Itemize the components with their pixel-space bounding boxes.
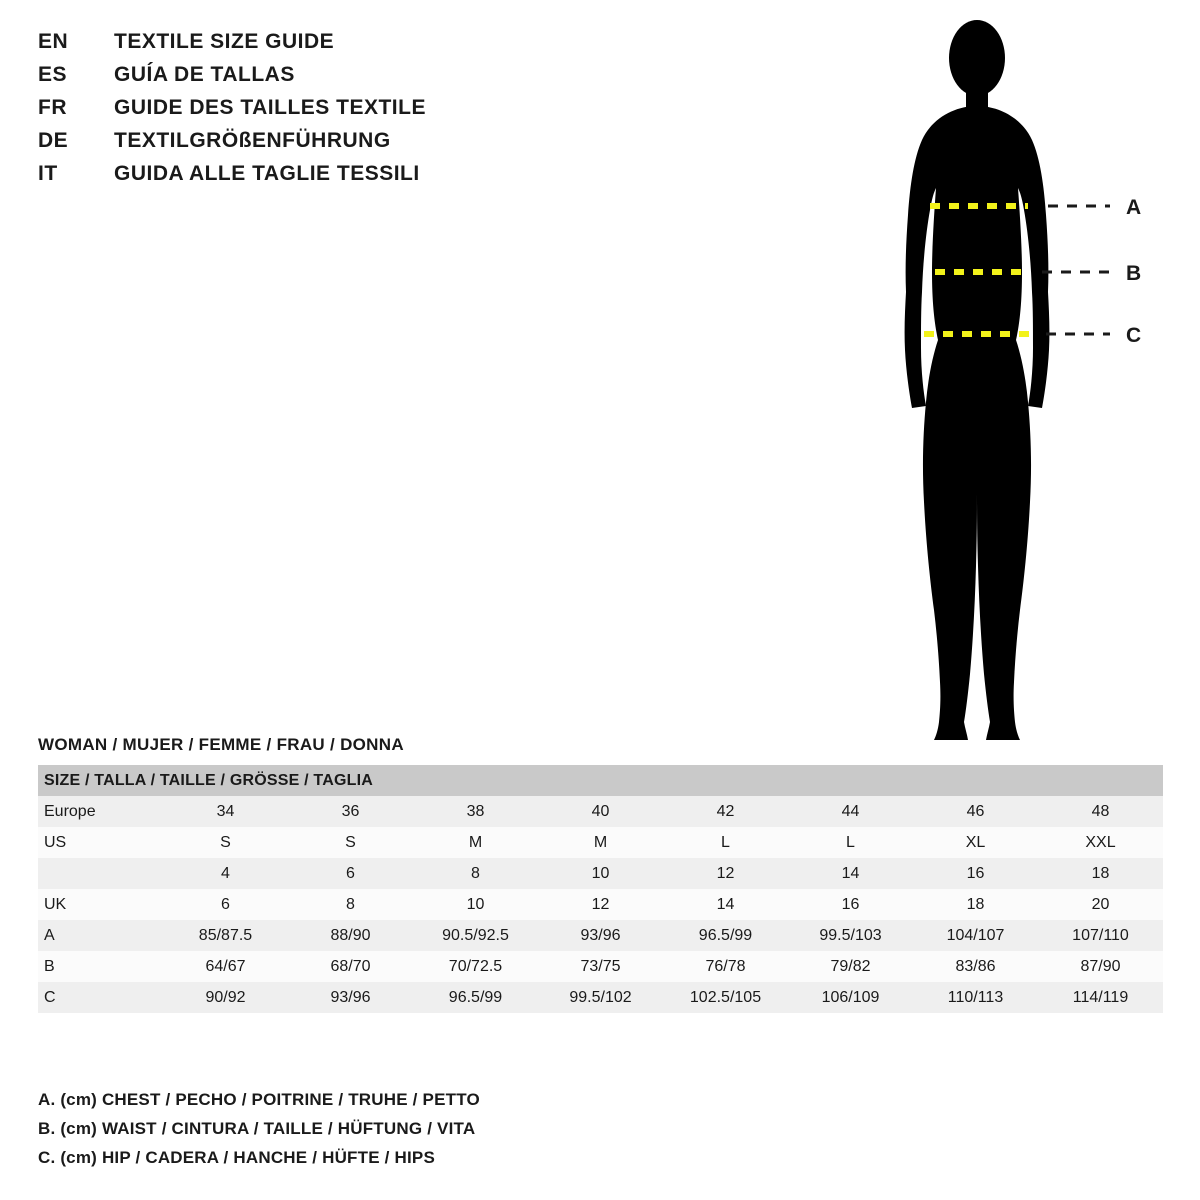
table-cell: 76/78: [705, 957, 746, 975]
table-cell: 83/86: [955, 957, 996, 975]
row-label: B: [44, 957, 55, 975]
table-cell: 99.5/103: [819, 926, 882, 944]
table-header-row: [38, 765, 1163, 796]
row-label: C: [44, 988, 56, 1006]
table-cell: 18: [966, 895, 985, 913]
table-row: [38, 858, 1163, 889]
table-cell: 34: [216, 802, 235, 820]
table-cell: 14: [716, 895, 735, 913]
legend-line-b: B. (cm) WAIST / CINTURA / TAILLE / HÜFTUNG / VITA: [38, 1119, 476, 1138]
table-cell: 18: [1091, 864, 1110, 882]
table-cell: S: [220, 833, 231, 851]
table-cell: 48: [1091, 802, 1110, 820]
title-lang-de: DE: [38, 129, 69, 152]
title-lang-fr: FR: [38, 96, 67, 119]
table-cell: 70/72.5: [448, 957, 503, 975]
title-row-fr: [38, 96, 678, 129]
table-cell: 85/87.5: [198, 926, 253, 944]
table-cell: 12: [591, 895, 610, 913]
table-cell: 46: [966, 802, 985, 820]
table-header-cell: SIZE / TALLA / TAILLE / GRÖSSE / TAGLIA: [38, 765, 1163, 796]
table-cell: 12: [716, 864, 735, 882]
title-row-it: [38, 162, 678, 195]
table-cell: 44: [841, 802, 860, 820]
table-row: [38, 796, 1163, 827]
table-cell: 10: [591, 864, 610, 882]
title-lang-en: EN: [38, 30, 69, 53]
title-text-fr: GUIDE DES TAILLES TEXTILE: [114, 96, 426, 119]
size-table-section: [38, 735, 1163, 1013]
table-cell: 90/92: [205, 988, 246, 1006]
table-row: [38, 951, 1163, 982]
table-cell: 90.5/92.5: [442, 926, 509, 944]
table-row: [38, 920, 1163, 951]
measure-label-c: C: [1126, 324, 1142, 347]
table-cell: 68/70: [330, 957, 371, 975]
title-row-es: [38, 63, 678, 96]
row-label: US: [44, 833, 67, 851]
table-cell: M: [468, 833, 483, 851]
legend-line-c: C. (cm) HIP / CADERA / HANCHE / HÜFTE / HIPS: [38, 1148, 436, 1167]
table-cell: XL: [965, 833, 986, 851]
legend-line-a: A. (cm) CHEST / PECHO / POITRINE / TRUHE / PETTO: [38, 1090, 480, 1109]
title-text-de: TEXTILGRÖßENFÜHRUNG: [114, 129, 391, 152]
title-lang-it: IT: [38, 162, 58, 185]
title-text-es: GUÍA DE TALLAS: [114, 63, 295, 86]
table-cell: M: [593, 833, 608, 851]
table-cell: 4: [221, 864, 230, 882]
table-cell: 16: [966, 864, 985, 882]
table-cell: 36: [341, 802, 360, 820]
table-cell: 10: [466, 895, 485, 913]
measurement-legend: [38, 1090, 738, 1177]
table-cell: 20: [1091, 895, 1110, 913]
table-cell: 107/110: [1072, 926, 1129, 944]
table-cell: 102.5/105: [689, 988, 762, 1006]
title-text-it: GUIDA ALLE TAGLIE TESSILI: [114, 162, 420, 185]
size-table: [38, 765, 1163, 1013]
woman-silhouette-icon: [860, 10, 1190, 750]
table-row: [38, 982, 1163, 1013]
row-label: UK: [44, 895, 67, 913]
title-lang-es: ES: [38, 63, 68, 86]
table-cell: 106/109: [821, 988, 880, 1006]
table-cell: 38: [466, 802, 485, 820]
measure-label-a: A: [1126, 196, 1142, 219]
table-cell: 96.5/99: [448, 988, 503, 1006]
size-guide-figure: [860, 10, 1190, 750]
table-cell: L: [846, 833, 855, 851]
title-row-en: [38, 30, 678, 63]
title-row-de: [38, 129, 678, 162]
table-cell: 42: [716, 802, 735, 820]
table-cell: 8: [346, 895, 355, 913]
table-cell: 87/90: [1080, 957, 1121, 975]
table-cell: 93/96: [330, 988, 371, 1006]
table-cell: L: [721, 833, 730, 851]
table-cell: 88/90: [330, 926, 371, 944]
table-row: [38, 827, 1163, 858]
row-label: Europe: [44, 802, 96, 820]
table-cell: 73/75: [580, 957, 621, 975]
table-cell: 14: [841, 864, 860, 882]
table-cell: 6: [346, 864, 355, 882]
table-cell: 93/96: [580, 926, 621, 944]
table-cell: 64/67: [205, 957, 246, 975]
row-label: A: [44, 926, 55, 944]
table-row: [38, 889, 1163, 920]
row-label: [38, 858, 163, 889]
title-block: [38, 30, 678, 195]
table-cell: 99.5/102: [569, 988, 632, 1006]
table-cell: 8: [471, 864, 480, 882]
gender-label: WOMAN / MUJER / FEMME / FRAU / DONNA: [38, 735, 404, 754]
table-cell: 96.5/99: [698, 926, 753, 944]
table-cell: S: [345, 833, 356, 851]
table-cell: 114/119: [1072, 988, 1129, 1006]
table-cell: 104/107: [946, 926, 1005, 944]
table-cell: XXL: [1085, 833, 1116, 851]
table-cell: 6: [221, 895, 230, 913]
table-cell: 110/113: [947, 988, 1004, 1006]
title-text-en: TEXTILE SIZE GUIDE: [114, 30, 335, 53]
table-cell: 16: [841, 895, 860, 913]
table-cell: 40: [591, 802, 610, 820]
measure-label-b: B: [1126, 262, 1142, 285]
table-cell: 79/82: [830, 957, 871, 975]
